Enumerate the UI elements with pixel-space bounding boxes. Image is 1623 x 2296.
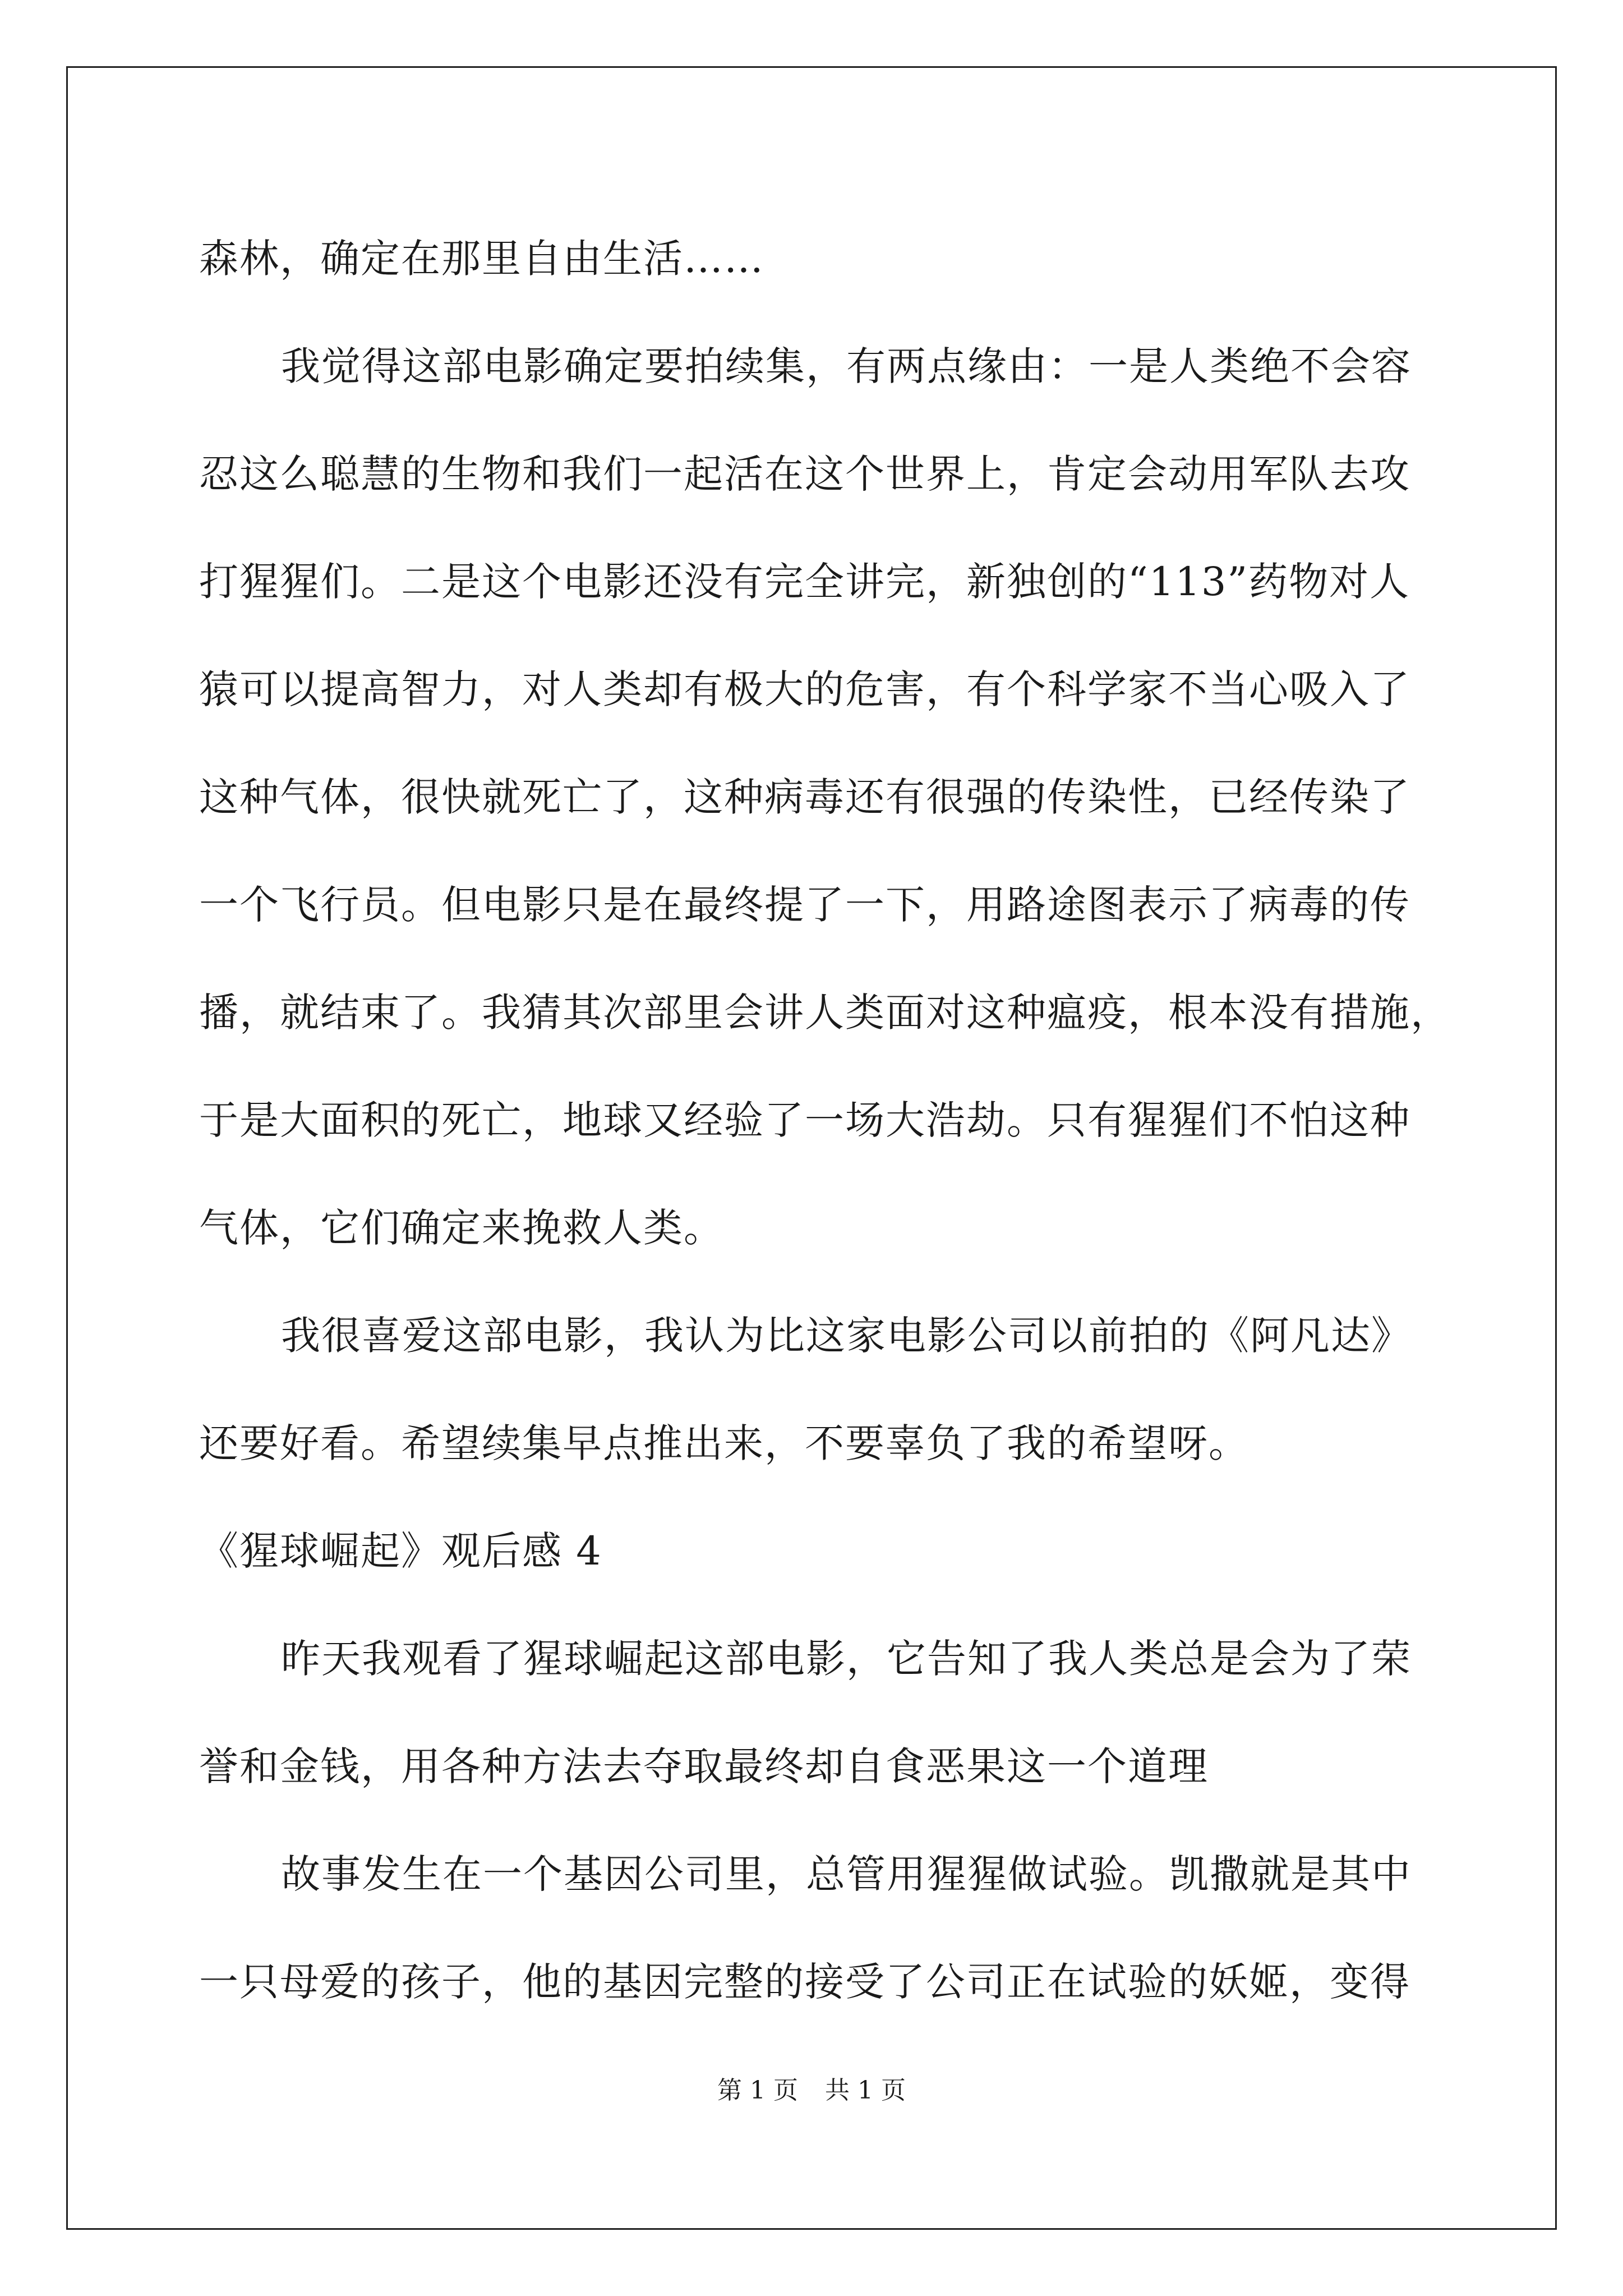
document-body [199,205,1451,2036]
text-line: 誉和金钱，用各种方法去夺取最终却自食恶果这一个道理 [199,1743,1209,1789]
text-line: 一只母爱的孩子，他的基因完整的接受了公司正在试验的妖姬，变得 [199,1959,1410,2005]
text-line: 于是大面积的死亡，地球又经验了一场大浩劫。只有猩猩们不怕这种 [199,1097,1410,1143]
text-line: 森林，确定在那里自由生活…… [199,236,764,282]
text-line: 猿可以提高智力，对人类却有极大的危害，有个科学家不当心吸入了 [199,666,1410,712]
section-heading: 《猩球崛起》观后感 4 [199,1528,602,1574]
text-line: 我很喜爱这部电影，我认为比这家电影公司以前拍的《阿凡达》 [281,1313,1412,1359]
text-line: 一个飞行员。但电影只是在最终提了一下，用路途图表示了病毒的传 [199,882,1410,928]
text-line: 播，就结束了。我猜其次部里会讲人类面对这种瘟疫，根本没有措施， [199,990,1451,1036]
text-line: 忍这么聪慧的生物和我们一起活在这个世界上，肯定会动用军队去攻 [199,451,1410,497]
text-line: 还要好看。希望续集早点推出来，不要辜负了我的希望呀。 [199,1420,1249,1466]
text-line: 昨天我观看了猩球崛起这部电影，它告知了我人类总是会为了荣 [281,1636,1412,1682]
text-line: 这种气体，很快就死亡了，这种病毒还有很强的传染性，已经传染了 [199,774,1410,820]
page-total: 共 1 页 [825,2076,906,2105]
text-line: 我觉得这部电影确定要拍续集，有两点缘由：一是人类绝不会容 [281,343,1412,389]
page-footer [0,2074,1623,2108]
text-line: 故事发生在一个基因公司里，总管用猩猩做试验。凯撒就是其中 [281,1851,1412,1897]
text-line: 气体，它们确定来挽救人类。 [199,1205,724,1251]
text-line: 打猩猩们。二是这个电影还没有完全讲完，新独创的“113”药物对人 [199,559,1410,605]
page-number: 第 1 页 [717,2076,798,2105]
